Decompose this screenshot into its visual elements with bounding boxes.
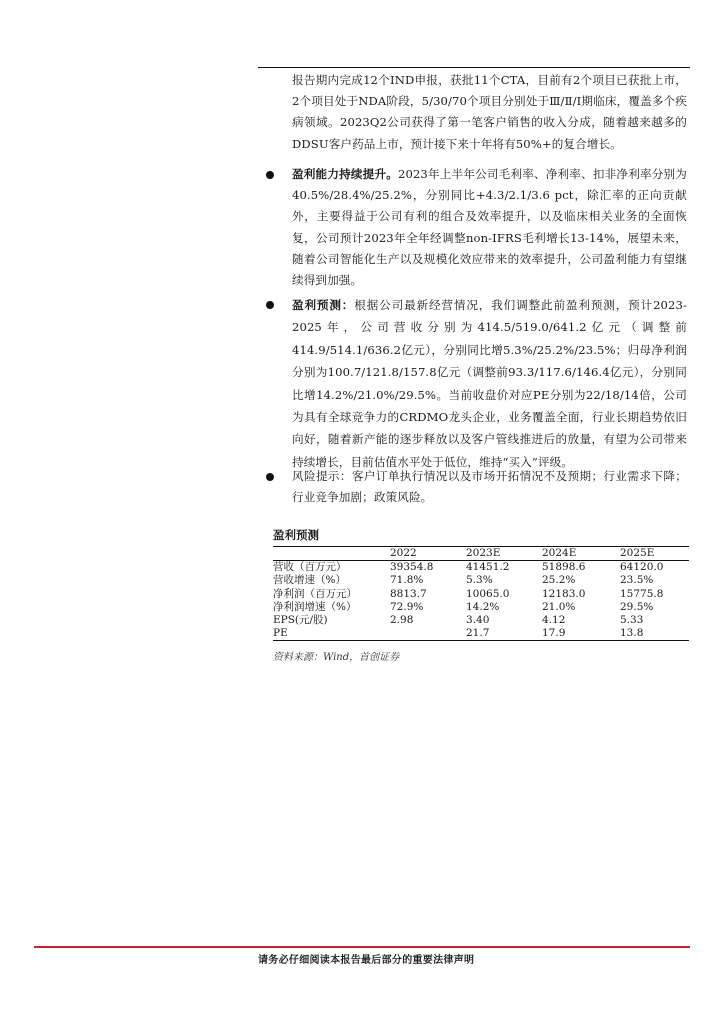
table-cell: 15775.8 <box>620 587 664 600</box>
table-header-cell <box>273 547 390 561</box>
table-cell: 净利润（百万元） <box>273 587 357 600</box>
table-cell: 39354.8 <box>390 561 434 574</box>
table-source-note: 资料来源：Wind，首创证券 <box>273 652 400 663</box>
table-header-cell: 2022 <box>390 547 417 559</box>
table-cell: 3.40 <box>466 614 490 627</box>
table-cell: 营收（百万元） <box>273 561 347 574</box>
table-cell: 21.7 <box>466 627 490 640</box>
table-cell: PE <box>273 627 288 640</box>
bullet-text <box>292 466 687 508</box>
table-header-cell: 2024E <box>542 547 577 559</box>
table-row <box>273 561 689 575</box>
table-cell: 8813.7 <box>390 587 427 600</box>
bullet-dot-icon <box>266 473 274 481</box>
table-cell: 41451.2 <box>466 561 510 574</box>
table-cell: 64120.0 <box>620 561 664 574</box>
table-cell <box>390 627 466 641</box>
table-cell: EPS(元/股) <box>273 614 328 627</box>
bullet-lead: 盈利预测： <box>292 298 355 312</box>
bullet-text <box>292 294 687 473</box>
table-row <box>273 574 689 587</box>
table-header-cell: 2023E <box>466 547 501 559</box>
table-row <box>273 601 689 614</box>
bullet-dot-icon <box>266 171 274 179</box>
footer-divider <box>34 946 690 948</box>
bullet-body: 风险提示：客户订单执行情况以及市场开拓情况不及预期；行业需求下降；行业竞争加剧；政策风险。 <box>292 469 687 504</box>
table-cell: 72.9% <box>390 600 424 613</box>
bullet-forecast <box>258 294 687 473</box>
legal-disclaimer-footer: 请务必仔细阅读本报告最后部分的重要法律声明 <box>258 955 475 966</box>
table-cell: 29.5% <box>620 600 654 613</box>
table-cell: 21.0% <box>542 600 576 613</box>
table-header-row <box>273 547 689 561</box>
bullet-profitability <box>258 164 687 291</box>
table-cell: 25.2% <box>542 574 576 587</box>
table-cell: 5.33 <box>620 614 644 627</box>
table-row <box>273 614 689 627</box>
bullet-risk <box>258 466 687 508</box>
table-cell: 13.8 <box>620 627 644 640</box>
table-cell: 14.2% <box>466 600 500 613</box>
table-cell: 2.98 <box>390 614 414 627</box>
earnings-forecast-table <box>273 546 689 641</box>
table-cell: 71.8% <box>390 574 424 587</box>
table-header-cell: 2025E <box>620 547 655 559</box>
table-cell: 51898.6 <box>542 561 586 574</box>
table-cell: 23.5% <box>620 574 654 587</box>
table-cell: 5.3% <box>466 574 493 587</box>
continuation-paragraph: 报告期内完成12个IND申报，获批11个CTA，目前有2个项目已获批上市，2个项目处于NDA阶段，5/30/70个项目分别处于Ⅲ/Ⅱ/Ⅰ期临床，覆盖多个疾病领域。2023Q2公司获得了第一笔客户销售的收入分成，随着越来越多的DDSU客户药品上市，预计接下来十年将有50%+的复合增长。 <box>292 73 687 151</box>
table-row <box>273 588 689 601</box>
table-cell: 12183.0 <box>542 587 586 600</box>
table-cell: 4.12 <box>542 614 566 627</box>
table-cell: 净利润增速（%） <box>273 600 357 613</box>
table-cell: 营收增速（%） <box>273 574 346 587</box>
table-cell: 10065.0 <box>466 587 510 600</box>
top-divider <box>258 67 690 68</box>
table-title: 盈利预测 <box>273 528 319 542</box>
bullet-body: 根据公司最新经营情况，我们调整此前盈利预测，预计2023-2025年，公司营收分别为414.5/519.0/641.2亿元（调整前414.9/514.1/636.2亿元），分别同比增5.3%/25.2%/23.5%；归母净利润分别为100.7/121.8/157.8亿元（调整前93.3/117.6/146.4亿元），分别同比增14.2%/21.0%/29.5%。当前收盘价对应PE分别为22/18/14倍，公司为具有全球竞争力的CRDMO龙头企业，业务覆盖全面，行业长期趋势依旧向好，随着新产能的逐步释放以及客户管线推进后的放量，有望为公司带来持续增长，目前估值水平处于低位，维持“买入”评级。 <box>292 298 687 469</box>
bullet-dot-icon <box>266 301 274 309</box>
table-row <box>273 627 689 641</box>
bullet-text <box>292 164 687 291</box>
table-cell: 17.9 <box>542 627 566 640</box>
bullet-lead: 盈利能力持续提升。 <box>292 167 398 181</box>
bullet-body: 2023年上半年公司毛利率、净利率、扣非净利率分别为40.5%/28.4%/25.2%，分别同比+4.3/2.1/3.6 pct，除汇率的正向贡献外，主要得益于公司有利的组合及效率提升，以及临床相关业务的全面恢复，公司预计2023年全年经调整non-IFRS毛利增长13-14%，展望未来，随着公司智能化生产以及规模化效应带来的效率提升，公司盈利能力有望继续得到加强。 <box>292 167 687 288</box>
